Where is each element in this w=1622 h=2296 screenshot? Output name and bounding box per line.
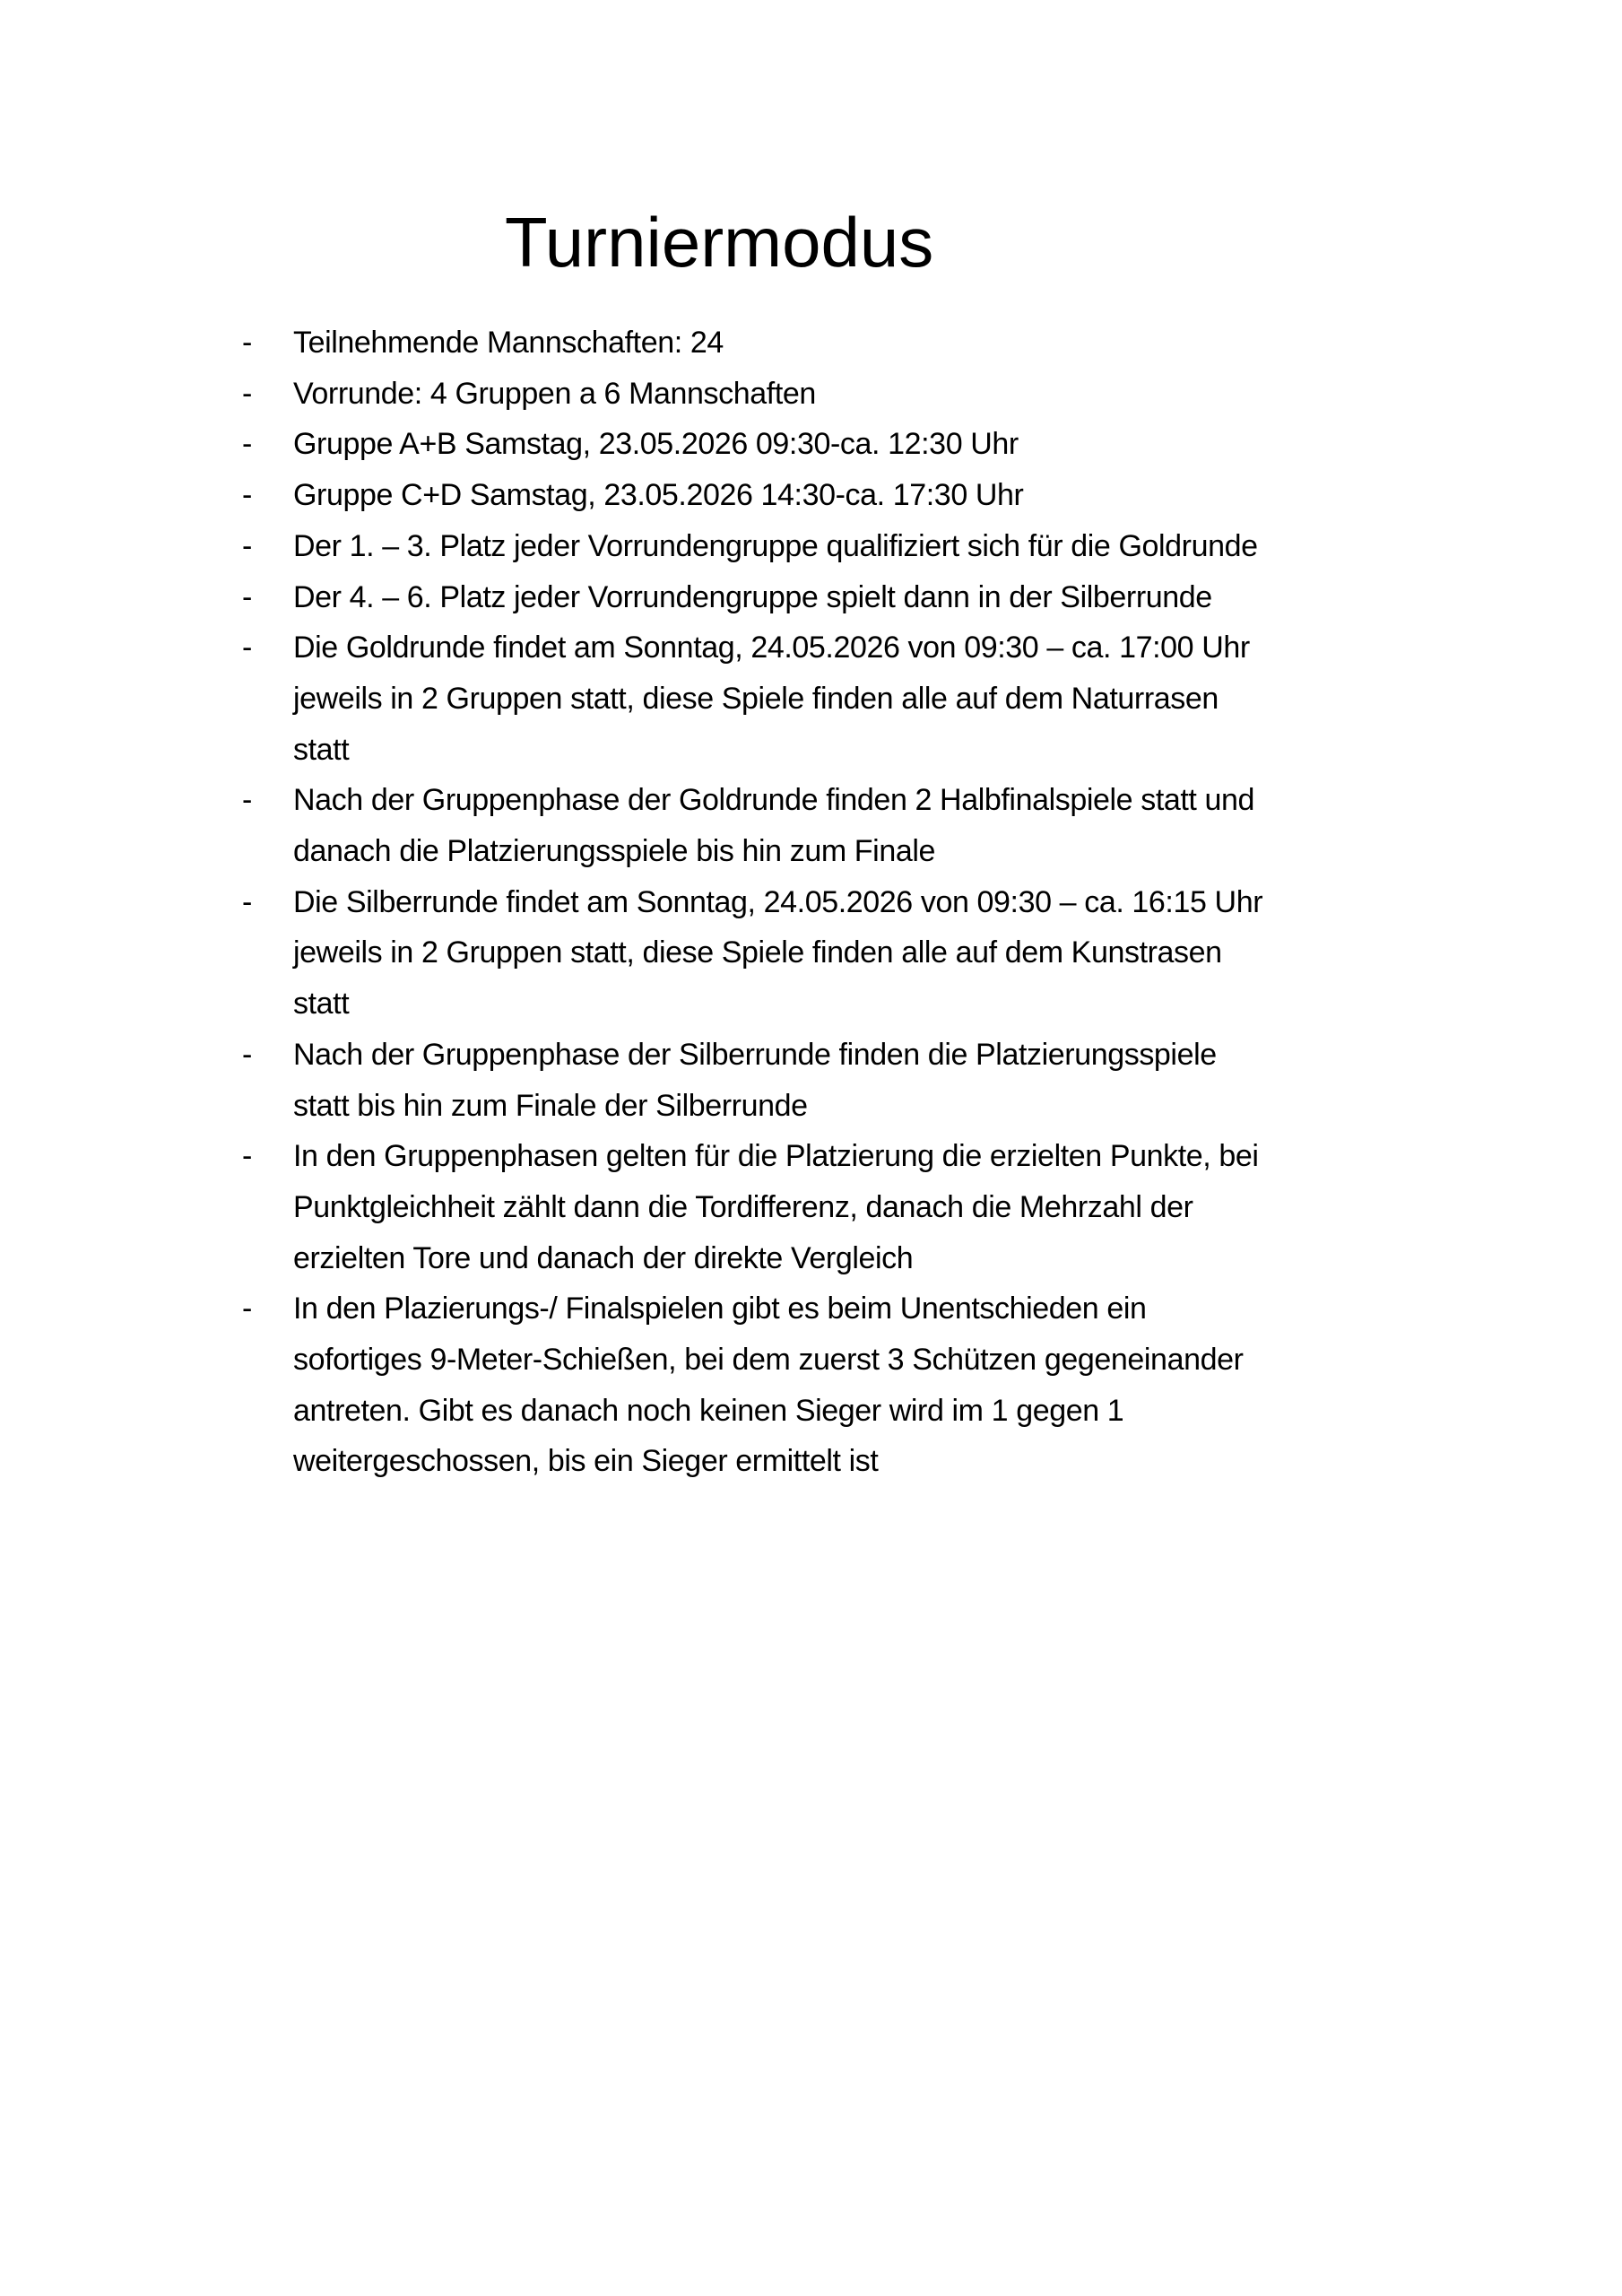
list-item-text: In den Gruppenphasen gelten für die Platzierung die erzielten Punkte, bei — [293, 1139, 1259, 1174]
list-item-text: antreten. Gibt es danach noch keinen Sieger wird im 1 gegen 1 — [293, 1393, 1124, 1428]
list-item-text: statt bis hin zum Finale der Silberrunde — [293, 1088, 808, 1123]
list-item — [242, 572, 1262, 623]
list-item-text: Teilnehmende Mannschaften: 24 — [293, 326, 724, 360]
list-item-text: Nach der Gruppenphase der Goldrunde finden 2 Halbfinalspiele statt und — [293, 783, 1255, 818]
list-item-text: weitergeschossen, bis ein Sieger ermittelt ist — [293, 1444, 879, 1479]
bullet-dash: - — [242, 783, 253, 818]
list-item-text: Die Silberrunde findet am Sonntag, 24.05.2026 von 09:30 – ca. 16:15 Uhr — [293, 884, 1263, 919]
list-item-text: Punktgleichheit zählt dann die Tordifferenz, danach die Mehrzahl der — [293, 1189, 1193, 1224]
list-item — [242, 1030, 1262, 1131]
bullet-dash: - — [242, 427, 253, 462]
list-item-text: sofortiges 9-Meter-Schießen, bei dem zuerst 3 Schützen gegeneinander — [293, 1343, 1244, 1378]
bullet-dash: - — [242, 478, 253, 513]
list-item-text: Nach der Gruppenphase der Silberrunde finden die Platzierungsspiele — [293, 1037, 1217, 1072]
list-item — [242, 775, 1262, 876]
list-item-text: Die Goldrunde findet am Sonntag, 24.05.2026 von 09:30 – ca. 17:00 Uhr — [293, 631, 1250, 665]
list-item-text: Der 1. – 3. Platz jeder Vorrundengruppe qualifiziert sich für die Goldrunde — [293, 528, 1258, 563]
bullet-dash: - — [242, 1037, 253, 1072]
list-item-text: Gruppe A+B Samstag, 23.05.2026 09:30-ca. 12:30 Uhr — [293, 427, 1019, 462]
list-item — [242, 419, 1262, 470]
list-item — [242, 369, 1262, 420]
list-item-text: Gruppe C+D Samstag, 23.05.2026 14:30-ca. 17:30 Uhr — [293, 478, 1024, 513]
list-item-text: statt — [293, 732, 350, 767]
list-item — [242, 317, 1262, 369]
bullet-dash: - — [242, 1292, 253, 1326]
list-item-text: jeweils in 2 Gruppen statt, diese Spiele finden alle auf dem Kunstrasen — [293, 935, 1222, 970]
bullet-dash: - — [242, 376, 253, 411]
bullet-dash: - — [242, 1139, 253, 1174]
page-title: Turniermodus — [505, 203, 934, 282]
list-item-text: erzielten Tore und danach der direkte Vergleich — [293, 1240, 914, 1275]
list-item-text: statt — [293, 987, 350, 1022]
list-item-text: danach die Platzierungsspiele bis hin zum Finale — [293, 834, 936, 869]
bullet-dash: - — [242, 631, 253, 665]
list-item — [242, 470, 1262, 521]
rules-list — [242, 317, 1262, 1487]
list-item-text: In den Plazierungs-/ Finalspielen gibt es beim Unentschieden ein — [293, 1292, 1147, 1326]
bullet-dash: - — [242, 884, 253, 919]
list-item — [242, 622, 1262, 775]
list-item — [242, 521, 1262, 572]
list-item-text: Der 4. – 6. Platz jeder Vorrundengruppe spielt dann in der Silberrunde — [293, 579, 1212, 614]
list-item-text: jeweils in 2 Gruppen statt, diese Spiele finden alle auf dem Naturrasen — [293, 681, 1219, 716]
bullet-dash: - — [242, 326, 253, 360]
list-item — [242, 1131, 1262, 1283]
list-item — [242, 877, 1262, 1030]
bullet-dash: - — [242, 579, 253, 614]
list-item — [242, 1283, 1262, 1487]
bullet-dash: - — [242, 528, 253, 563]
list-item-text: Vorrunde: 4 Gruppen a 6 Mannschaften — [293, 376, 816, 411]
